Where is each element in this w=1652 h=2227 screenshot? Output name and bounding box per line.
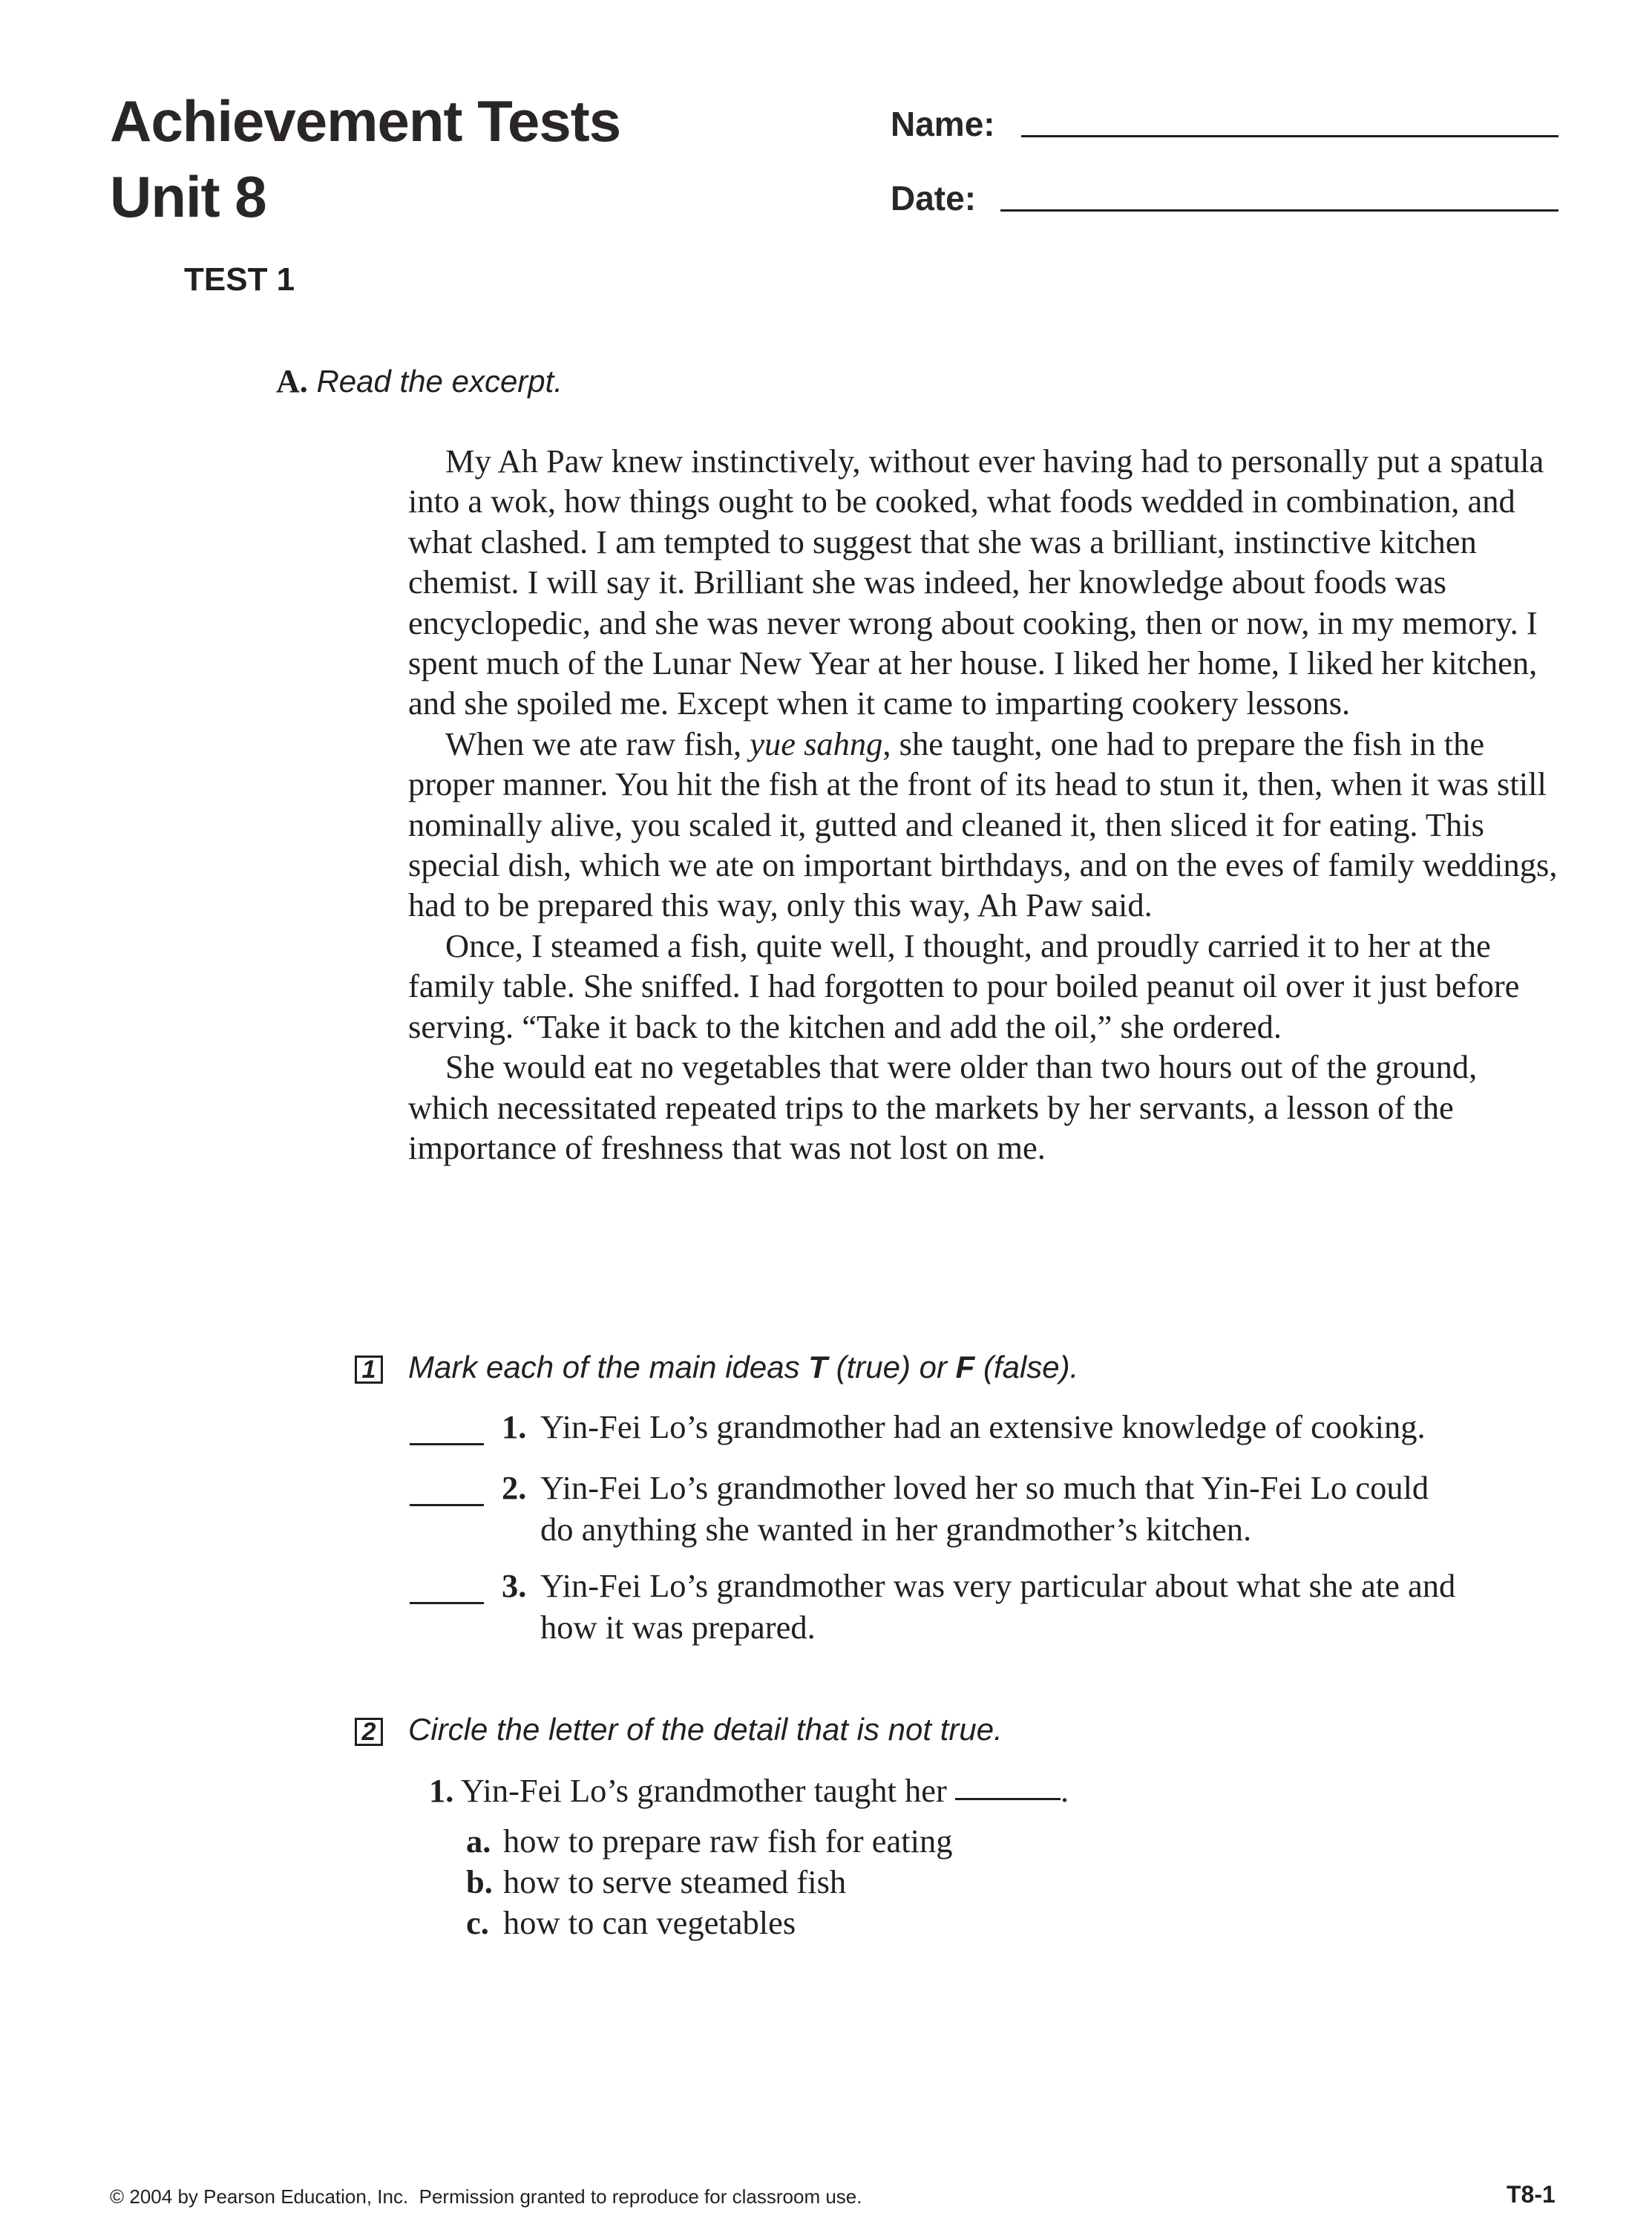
option-letter-a[interactable]: a. [466,1822,491,1860]
section-instruction: Read the excerpt. [316,364,563,399]
item-text: Yin-Fei Lo’s grandmother had an extensive knowledge of cooking. [540,1408,1426,1445]
copyright-notice: © 2004 by Pearson Education, Inc. Permission granted to reproduce for classroom use. [110,2185,862,2208]
title-line-2: Unit 8 [110,164,266,229]
item-text-continued: how it was prepared. [540,1609,816,1646]
answer-blank-1[interactable] [410,1443,484,1445]
option-letter-c[interactable]: c. [466,1904,489,1941]
passage-paragraph-1: My Ah Paw knew instinctively, without ever having had to personally put a spatula into a wok, how things ought to be cooked, what foods wedded in combination, and what clashed. I am tempted to suggest that she was a brilliant, instinctive kitchen chemist. I will say it. Brilliant she was indeed, her knowledge about foods was encyclopedic, and she was never wrong about cooking, then or now, in my memory. I spent much of the Lunar New Year at her house. I liked her home, I liked her kitchen, and she spoiled me. Except when it came to imparting cookery lessons. [408,442,1544,722]
name-field[interactable] [1021,135,1558,137]
excerpt-passage [408,441,1566,1168]
page-number: T8-1 [1507,2181,1556,2208]
section-letter: A. [276,363,308,399]
question-2-instruction: Circle the letter of the detail that is not true. [408,1712,1003,1747]
page-title [110,83,620,235]
item-number: 2. [502,1469,527,1506]
item-number: 3. [502,1567,527,1604]
passage-paragraph-2: When we ate raw fish, yue sahng, she taught, one had to prepare the fish in the proper manner. You hit the fish at the front of its head to stun it, then, when it was still nominally alive, you scaled it, gutted and cleaned it, then sliced it for eating. This special dish, which we ate on important birthdays, and on the eves of family weddings, had to be prepared this way, only this way, Ah Paw said. [408,725,1558,924]
question-1-number-box: 1 [355,1356,383,1384]
option-text-a: how to prepare raw fish for eating [503,1822,953,1860]
question-2-item: 1. Yin-Fei Lo’s grandmother taught her . [429,1772,1069,1809]
question-2-number-box: 2 [355,1718,383,1746]
fill-in-blank[interactable] [955,1798,1061,1800]
name-label: Name: [891,105,995,143]
item-text-continued: do anything she wanted in her grandmother’s kitchen. [540,1511,1252,1548]
option-text-b: how to serve steamed fish [503,1863,847,1900]
answer-blank-2[interactable] [410,1504,484,1506]
item-number: 1. [502,1408,527,1445]
item-stem: Yin-Fei Lo’s grandmother taught her [460,1772,947,1809]
passage-paragraph-4: She would eat no vegetables that were older than two hours out of the ground, which necessitated repeated trips to the markets by her servants, a lesson of the importance of freshness that was not lost on me. [408,1048,1478,1166]
section-a-heading [276,362,563,400]
title-line-1: Achievement Tests [110,88,621,154]
italic-term: yue sahng [750,725,883,762]
date-field[interactable] [1000,209,1558,212]
item-number: 1. [429,1772,454,1809]
test-label: TEST 1 [184,261,295,298]
date-label: Date: [891,179,977,218]
option-text-c: how to can vegetables [503,1904,796,1941]
answer-blank-3[interactable] [410,1602,484,1604]
item-text: Yin-Fei Lo’s grandmother loved her so much that Yin-Fei Lo could [540,1469,1429,1506]
question-1-instruction: Mark each of the main ideas T (true) or F (false). [408,1350,1079,1384]
option-letter-b[interactable]: b. [466,1863,493,1900]
item-text: Yin-Fei Lo’s grandmother was very particular about what she ate and [540,1567,1456,1604]
passage-paragraph-3: Once, I steamed a fish, quite well, I thought, and proudly carried it to her at the family table. She sniffed. I had forgotten to pour boiled peanut oil over it just before serving. “Take it back to the kitchen and add the oil,” she ordered. [408,926,1520,1045]
